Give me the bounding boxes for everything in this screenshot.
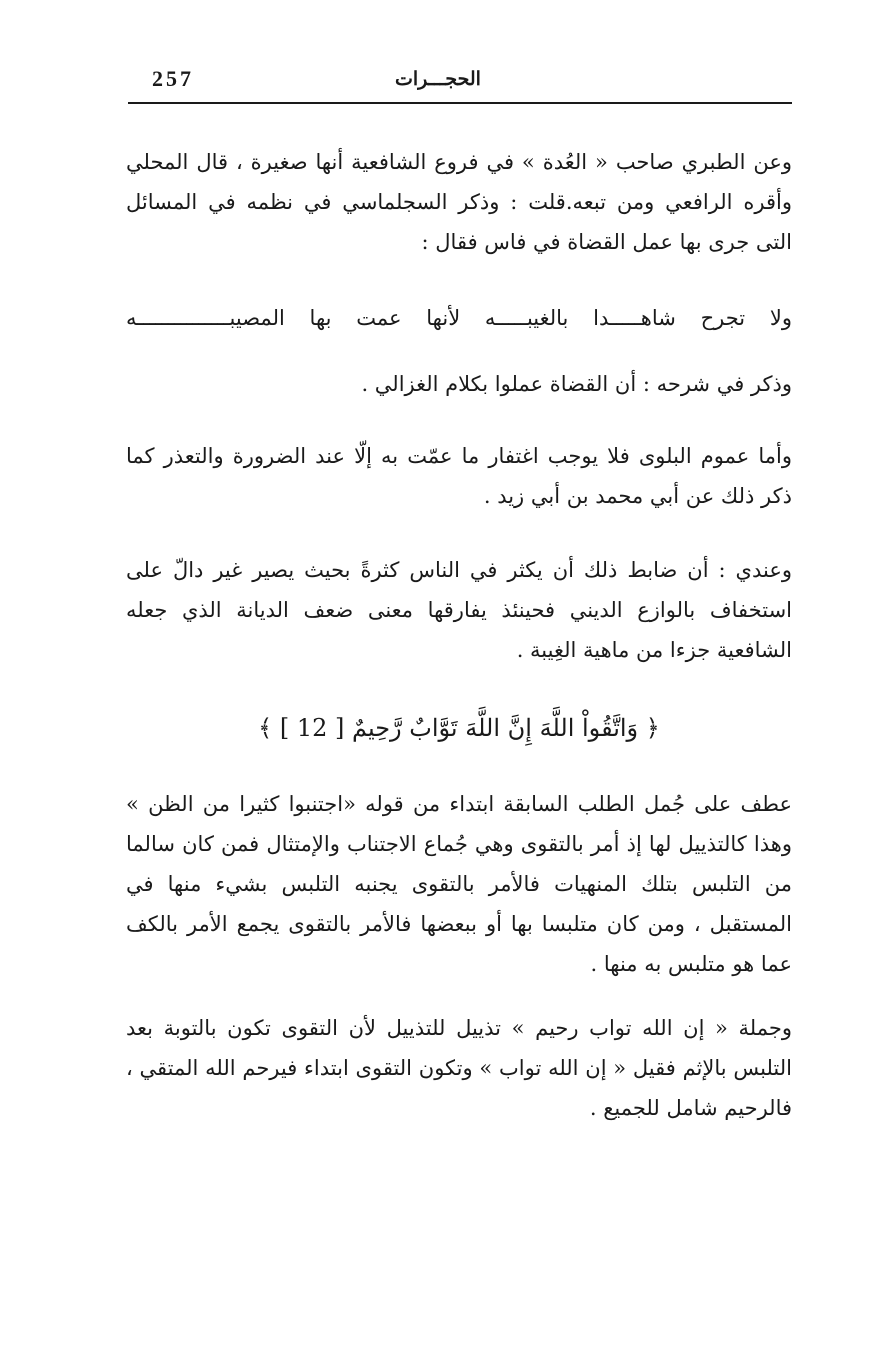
paragraph-general-affliction: وأما عموم البلوى فلا يوجب اغتفار ما عمّت به إلّا عند الضرورة والتعذر كما ذكر ذلك عن أبي محمد بن أبي زيد . [126, 444, 792, 508]
quran-verse: ﴿ وَاتَّقُواْ اللَّهَ إِنَّ اللَّهَ تَوَّابٌ رَّحِيمٌ [ 12 ] ﴾ [258, 714, 660, 742]
poem-verse: ولا تجرح شاهـــــدا بالغيبـــــه لأنها عمت بها المصيبـــــــــــــــه [126, 306, 792, 330]
paragraph-tawwab-rahim: وجملة « إن الله تواب رحيم » تذييل للتذييل لأن التقوى تكون بالتوبة بعد التلبس بالإثم فقيل « إن الله تواب » وتكون التقوى ابتداء فيرحم الله المتقي ، فالرحيم شامل للجميع . [126, 1016, 792, 1120]
running-title: الحجـــرات [395, 68, 481, 90]
paragraph-taqwa-explanation: عطف على جُمل الطلب السابقة ابتداء من قوله «اجتنبوا كثيرا من الظن » وهذا كالتذييل لها إذ أمر بالتقوى وهي جُماع الاجتناب والإمتثال فمن كان سالما من التلبس بتلك المنهيات فالأمر بالتقوى يجنبه التلبس بشيء منها في المستقبل ، ومن كان متلبسا بها أو ببعضها فالأمر بالتقوى يجمع الأمر بالكف عما هو متلبس به منها . [126, 792, 792, 976]
page-header [128, 62, 792, 104]
paragraph-author-view: وعندي : أن ضابط ذلك أن يكثر في الناس كثرةً بحيث يصير غير دالّ على استخفاف بالوازع الديني فحينئذ يفارقها معنى ضعف الديانة الذي جعله الشافعية جزءا من ماهية الغِيبة . [126, 558, 792, 662]
header-rule [128, 102, 792, 104]
page-number: 257 [152, 66, 194, 91]
paragraph-commentary: وذكر في شرحه : أن القضاة عملوا بكلام الغزالي . [361, 372, 792, 396]
paragraph-tabari: وعن الطبري صاحب « العُدة » في فروع الشافعية أنها صغيرة ، قال المحلي وأقره الرافعي ومن تبعه.قلت : وذكر السجلماسي في نظمه في المسائل التى جرى بها عمل القضاة في فاس فقال : [126, 150, 792, 254]
